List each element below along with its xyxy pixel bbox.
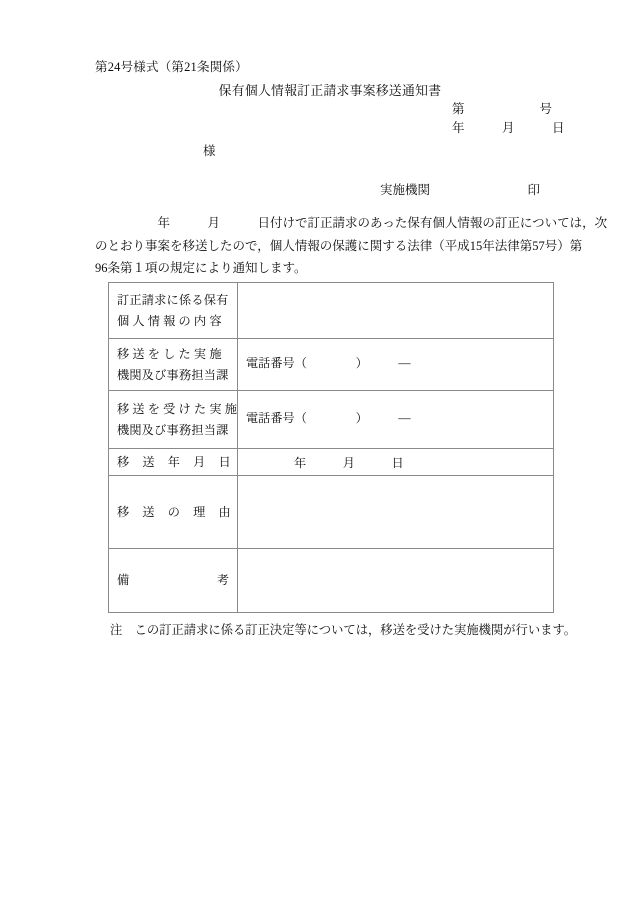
body-line-1: 年 月 日付けで訂正請求のあった保有個人情報の訂正については，次 [95, 216, 608, 230]
table-row [109, 476, 554, 549]
row-label-sending-agency [109, 339, 238, 391]
row-label-line-1: 訂正請求に係る保有 [117, 292, 229, 307]
form-number: 第24号様式（第21条関係） [95, 60, 248, 74]
table-row [109, 339, 554, 391]
row-value-target-info[interactable] [238, 283, 554, 339]
table-row [109, 283, 554, 339]
row-label-char-2: 考 [216, 573, 229, 587]
row-label-line-2: 個人情報の内容 [117, 313, 225, 328]
table-row [109, 449, 554, 476]
row-label-line-1: 移送の理由 [117, 504, 244, 519]
row-label-line-1: 移送をした実施 [117, 346, 225, 361]
telephone-field[interactable]: 電話番号（ ） — [246, 410, 411, 425]
seal-icon: 印 [527, 183, 540, 197]
table-row [109, 391, 554, 449]
row-label-transfer-reason [109, 476, 244, 549]
issuer-label: 実施機関 [380, 183, 431, 197]
row-label-receiving-agency [109, 391, 241, 449]
row-value-remarks[interactable] [238, 549, 554, 613]
row-label-line-1: 移送年月日 [117, 454, 244, 469]
document-title: 保有個人情報訂正請求事案移送通知書 [218, 84, 442, 98]
row-value-sending-agency[interactable] [238, 339, 554, 391]
row-value-transfer-reason[interactable] [238, 476, 554, 549]
reference-block [452, 100, 565, 138]
notification-detail-table [108, 282, 554, 613]
row-label-remarks [109, 549, 238, 613]
row-label-char-1: 備 [117, 573, 130, 587]
row-label-line-2: 機関及び事務担当課 [117, 367, 229, 382]
table-row [109, 549, 554, 613]
footer-note: 注 この訂正請求に係る訂正決定等については，移送を受けた実施機関が行います。 [110, 623, 577, 637]
row-label-line-1: 移送を受けた実施 [117, 401, 241, 416]
issue-date-line: 年 月 日 [452, 121, 565, 135]
body-line-3: 96条第１項の規定により通知します。 [95, 261, 307, 275]
body-paragraph [95, 212, 608, 280]
body-line-2: のとおり事案を移送したので，個人情報の保護に関する法律（平成15年法律第57号）第 [95, 238, 583, 253]
row-value-receiving-agency[interactable] [238, 391, 554, 449]
row-label-line-2: 機関及び事務担当課 [117, 422, 229, 437]
transfer-date-field[interactable]: 年 月 日 [294, 455, 404, 470]
row-label-transfer-date [109, 449, 244, 476]
row-value-transfer-date[interactable] [238, 449, 554, 476]
reference-number-line: 第 号 [452, 102, 553, 116]
addressee-honorific: 様 [203, 144, 216, 158]
row-label-target-info [109, 283, 238, 339]
issuer-block [380, 180, 540, 198]
telephone-field[interactable]: 電話番号（ ） — [246, 355, 411, 370]
